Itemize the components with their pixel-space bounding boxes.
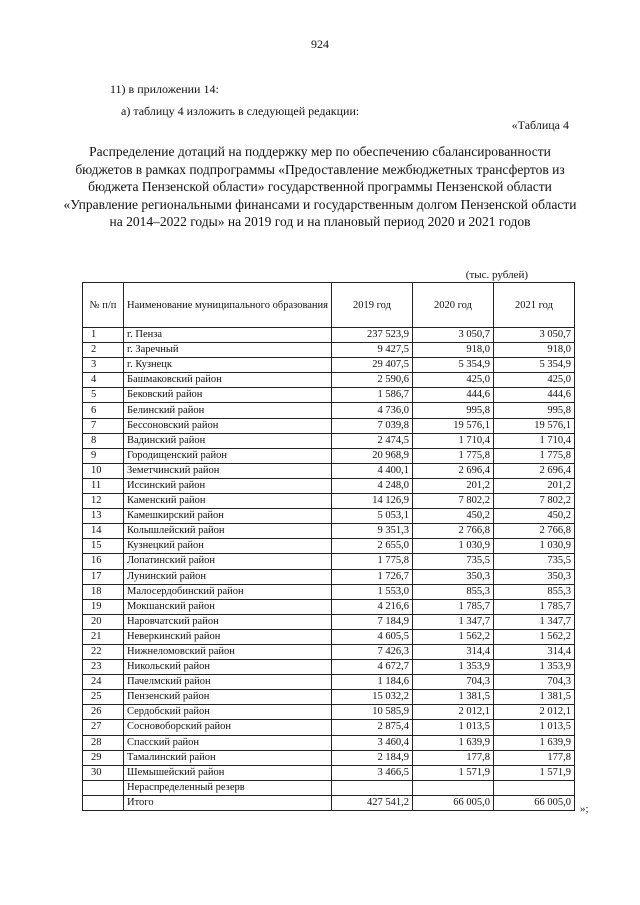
cell-y2020 <box>413 780 494 795</box>
cell-y2021: 1 353,9 <box>494 660 575 675</box>
cell-name: Пензенский район <box>124 690 332 705</box>
cell-name: Нижнеломовский район <box>124 644 332 659</box>
cell-name: Сердобский район <box>124 705 332 720</box>
cell-y2020: 177,8 <box>413 750 494 765</box>
cell-y2021: 1 347,7 <box>494 614 575 629</box>
cell-num <box>83 780 124 795</box>
cell-name: Лопатинский район <box>124 554 332 569</box>
cell-num: 20 <box>83 614 124 629</box>
header-num: № п/п <box>83 283 124 328</box>
cell-y2020: 7 802,2 <box>413 494 494 509</box>
cell-y2020: 704,3 <box>413 675 494 690</box>
cell-name: Малосердобинский район <box>124 584 332 599</box>
cell-y2019: 4 400,1 <box>332 463 413 478</box>
cell-y2019: 10 585,9 <box>332 705 413 720</box>
cell-num: 3 <box>83 358 124 373</box>
cell-name: Спасский район <box>124 735 332 750</box>
cell-y2019: 29 407,5 <box>332 358 413 373</box>
cell-y2019: 3 460,4 <box>332 735 413 750</box>
cell-num <box>83 795 124 810</box>
cell-name: Вадинский район <box>124 433 332 448</box>
table-row <box>83 343 575 358</box>
table-reference: «Таблица 4 <box>511 118 569 132</box>
cell-y2019: 1 775,8 <box>332 554 413 569</box>
cell-y2021: 995,8 <box>494 403 575 418</box>
table-row <box>83 690 575 705</box>
cell-y2019: 3 466,5 <box>332 765 413 780</box>
cell-y2019: 7 039,8 <box>332 418 413 433</box>
cell-num: 5 <box>83 388 124 403</box>
table-row <box>83 705 575 720</box>
cell-name: г. Заречный <box>124 343 332 358</box>
table-row <box>83 373 575 388</box>
cell-name: Кузнецкий район <box>124 539 332 554</box>
document-title: Распределение дотаций на поддержку мер по обеспечению сбалансированности бюджетов в рамках подпрограммы «Предоставление межбюджетных трансфертов из бюджета Пензенской области» государственной программы Пензенской области «Управление региональными финансами и государственным долгом Пензенской области на 2014–2022 годы» на 2019 год и на плановый период 2020 и 2021 годов <box>63 144 577 229</box>
cell-num: 19 <box>83 599 124 614</box>
cell-y2020: 1 571,9 <box>413 765 494 780</box>
cell-name: Белинский район <box>124 403 332 418</box>
cell-y2021: 1 562,2 <box>494 629 575 644</box>
cell-y2020: 1 347,7 <box>413 614 494 629</box>
cell-name: Нераспределенный резерв <box>124 780 332 795</box>
table-header-row <box>83 283 575 328</box>
cell-num: 13 <box>83 509 124 524</box>
cell-name: Сосновоборский район <box>124 720 332 735</box>
units-label: (тыс. рублей) <box>465 269 528 281</box>
cell-y2019: 4 605,5 <box>332 629 413 644</box>
cell-name: Никольский район <box>124 660 332 675</box>
cell-name: Бековский район <box>124 388 332 403</box>
cell-name: Пачелмский район <box>124 675 332 690</box>
cell-y2019: 1 553,0 <box>332 584 413 599</box>
cell-y2019: 7 184,9 <box>332 614 413 629</box>
cell-name: Итого <box>124 795 332 810</box>
cell-y2021: 735,5 <box>494 554 575 569</box>
cell-y2021: 350,3 <box>494 569 575 584</box>
table-row <box>83 509 575 524</box>
cell-y2020: 1 381,5 <box>413 690 494 705</box>
cell-y2021: 3 050,7 <box>494 328 575 343</box>
amendment-item: 11) в приложении 14: <box>110 82 219 96</box>
cell-num: 12 <box>83 494 124 509</box>
cell-y2019: 9 351,3 <box>332 524 413 539</box>
table-row <box>83 494 575 509</box>
table-row <box>83 780 575 795</box>
cell-name: Бессоновский район <box>124 418 332 433</box>
table-row <box>83 569 575 584</box>
cell-y2020: 1 353,9 <box>413 660 494 675</box>
table-row <box>83 750 575 765</box>
cell-name: Колышлейский район <box>124 524 332 539</box>
cell-y2020: 2 012,1 <box>413 705 494 720</box>
cell-y2019: 15 032,2 <box>332 690 413 705</box>
cell-num: 27 <box>83 720 124 735</box>
cell-y2019: 1 726,7 <box>332 569 413 584</box>
cell-y2019: 2 655,0 <box>332 539 413 554</box>
cell-num: 10 <box>83 463 124 478</box>
cell-name: Камешкирский район <box>124 509 332 524</box>
cell-y2021: 1 775,8 <box>494 448 575 463</box>
cell-y2020: 2 696,4 <box>413 463 494 478</box>
cell-y2020: 350,3 <box>413 569 494 584</box>
cell-y2020: 1 775,8 <box>413 448 494 463</box>
cell-name: Иссинский район <box>124 478 332 493</box>
cell-num: 28 <box>83 735 124 750</box>
table-row <box>83 765 575 780</box>
cell-y2021: 1 639,9 <box>494 735 575 750</box>
table-row <box>83 524 575 539</box>
cell-y2020: 425,0 <box>413 373 494 388</box>
cell-num: 1 <box>83 328 124 343</box>
cell-num: 24 <box>83 675 124 690</box>
cell-y2019 <box>332 780 413 795</box>
table-row <box>83 388 575 403</box>
table-row <box>83 660 575 675</box>
cell-y2021: 5 354,9 <box>494 358 575 373</box>
cell-y2019: 4 672,7 <box>332 660 413 675</box>
cell-num: 4 <box>83 373 124 388</box>
cell-y2020: 918,0 <box>413 343 494 358</box>
header-2019: 2019 год <box>332 283 413 328</box>
cell-num: 7 <box>83 418 124 433</box>
cell-y2021: 425,0 <box>494 373 575 388</box>
table-row <box>83 675 575 690</box>
cell-y2019: 2 184,9 <box>332 750 413 765</box>
cell-num: 26 <box>83 705 124 720</box>
cell-y2021: 201,2 <box>494 478 575 493</box>
cell-name: Каменский район <box>124 494 332 509</box>
cell-y2020: 995,8 <box>413 403 494 418</box>
table-row <box>83 584 575 599</box>
cell-num: 17 <box>83 569 124 584</box>
cell-num: 30 <box>83 765 124 780</box>
table-row <box>83 629 575 644</box>
cell-y2021: 2 012,1 <box>494 705 575 720</box>
page-number: 924 <box>311 37 329 51</box>
cell-y2019: 14 126,9 <box>332 494 413 509</box>
cell-y2019: 9 427,5 <box>332 343 413 358</box>
cell-num: 29 <box>83 750 124 765</box>
amendment-subitem: а) таблицу 4 изложить в следующей редакции: <box>121 104 360 118</box>
table-body <box>83 328 575 811</box>
cell-y2020: 1 710,4 <box>413 433 494 448</box>
table-row <box>83 554 575 569</box>
cell-num: 9 <box>83 448 124 463</box>
cell-y2020: 1 785,7 <box>413 599 494 614</box>
cell-y2019: 20 968,9 <box>332 448 413 463</box>
cell-num: 2 <box>83 343 124 358</box>
cell-name: Городищенский район <box>124 448 332 463</box>
cell-y2019: 237 523,9 <box>332 328 413 343</box>
table-row <box>83 448 575 463</box>
cell-y2021: 855,3 <box>494 584 575 599</box>
cell-y2020: 2 766,8 <box>413 524 494 539</box>
cell-name: Земетчинский район <box>124 463 332 478</box>
cell-y2020: 19 576,1 <box>413 418 494 433</box>
cell-y2020: 5 354,9 <box>413 358 494 373</box>
cell-y2019: 2 474,5 <box>332 433 413 448</box>
cell-num: 16 <box>83 554 124 569</box>
table-row <box>83 614 575 629</box>
cell-name: Неверкинский район <box>124 629 332 644</box>
cell-y2021: 1 710,4 <box>494 433 575 448</box>
cell-y2021: 7 802,2 <box>494 494 575 509</box>
cell-y2021 <box>494 780 575 795</box>
cell-num: 14 <box>83 524 124 539</box>
cell-num: 15 <box>83 539 124 554</box>
cell-y2019: 2 590,6 <box>332 373 413 388</box>
header-name: Наименование муниципального образования <box>124 283 332 328</box>
cell-y2021: 704,3 <box>494 675 575 690</box>
cell-y2020: 855,3 <box>413 584 494 599</box>
table-row <box>83 720 575 735</box>
cell-name: Башмаковский район <box>124 373 332 388</box>
cell-y2020: 201,2 <box>413 478 494 493</box>
cell-y2020: 735,5 <box>413 554 494 569</box>
cell-name: г. Пенза <box>124 328 332 343</box>
cell-y2020: 1 562,2 <box>413 629 494 644</box>
cell-y2020: 66 005,0 <box>413 795 494 810</box>
cell-y2021: 444,6 <box>494 388 575 403</box>
cell-name: Мокшанский район <box>124 599 332 614</box>
table-row <box>83 463 575 478</box>
cell-num: 22 <box>83 644 124 659</box>
header-2020: 2020 год <box>413 283 494 328</box>
cell-num: 21 <box>83 629 124 644</box>
table-row <box>83 328 575 343</box>
cell-num: 23 <box>83 660 124 675</box>
cell-name: г. Кузнецк <box>124 358 332 373</box>
cell-y2019: 1 184,6 <box>332 675 413 690</box>
cell-y2021: 1 571,9 <box>494 765 575 780</box>
cell-y2021: 2 696,4 <box>494 463 575 478</box>
cell-num: 18 <box>83 584 124 599</box>
table-row <box>83 644 575 659</box>
cell-name: Тамалинский район <box>124 750 332 765</box>
subsidy-table <box>82 282 575 811</box>
table-row <box>83 599 575 614</box>
table-row <box>83 418 575 433</box>
header-2021: 2021 год <box>494 283 575 328</box>
cell-y2020: 1 639,9 <box>413 735 494 750</box>
cell-y2021: 918,0 <box>494 343 575 358</box>
cell-y2020: 1 030,9 <box>413 539 494 554</box>
cell-num: 6 <box>83 403 124 418</box>
cell-num: 25 <box>83 690 124 705</box>
cell-y2020: 3 050,7 <box>413 328 494 343</box>
cell-y2021: 1 785,7 <box>494 599 575 614</box>
cell-y2019: 4 736,0 <box>332 403 413 418</box>
cell-y2019: 427 541,2 <box>332 795 413 810</box>
table-row <box>83 795 575 810</box>
cell-y2019: 4 248,0 <box>332 478 413 493</box>
cell-y2020: 1 013,5 <box>413 720 494 735</box>
cell-y2021: 19 576,1 <box>494 418 575 433</box>
cell-y2021: 177,8 <box>494 750 575 765</box>
table-row <box>83 433 575 448</box>
cell-y2020: 314,4 <box>413 644 494 659</box>
cell-y2021: 66 005,0 <box>494 795 575 810</box>
cell-name: Наровчатский район <box>124 614 332 629</box>
cell-y2021: 1 013,5 <box>494 720 575 735</box>
table-row <box>83 403 575 418</box>
cell-y2019: 1 586,7 <box>332 388 413 403</box>
cell-y2019: 4 216,6 <box>332 599 413 614</box>
cell-name: Шемышейский район <box>124 765 332 780</box>
cell-num: 8 <box>83 433 124 448</box>
cell-y2019: 7 426,3 <box>332 644 413 659</box>
table-row <box>83 478 575 493</box>
cell-y2021: 1 030,9 <box>494 539 575 554</box>
closing-quote: »; <box>580 803 589 815</box>
cell-num: 11 <box>83 478 124 493</box>
cell-y2019: 2 875,4 <box>332 720 413 735</box>
cell-y2021: 2 766,8 <box>494 524 575 539</box>
cell-y2021: 1 381,5 <box>494 690 575 705</box>
cell-y2019: 5 053,1 <box>332 509 413 524</box>
cell-y2020: 450,2 <box>413 509 494 524</box>
table-row <box>83 358 575 373</box>
cell-y2020: 444,6 <box>413 388 494 403</box>
table-row <box>83 539 575 554</box>
cell-y2021: 314,4 <box>494 644 575 659</box>
table-row <box>83 735 575 750</box>
cell-name: Лунинский район <box>124 569 332 584</box>
cell-y2021: 450,2 <box>494 509 575 524</box>
